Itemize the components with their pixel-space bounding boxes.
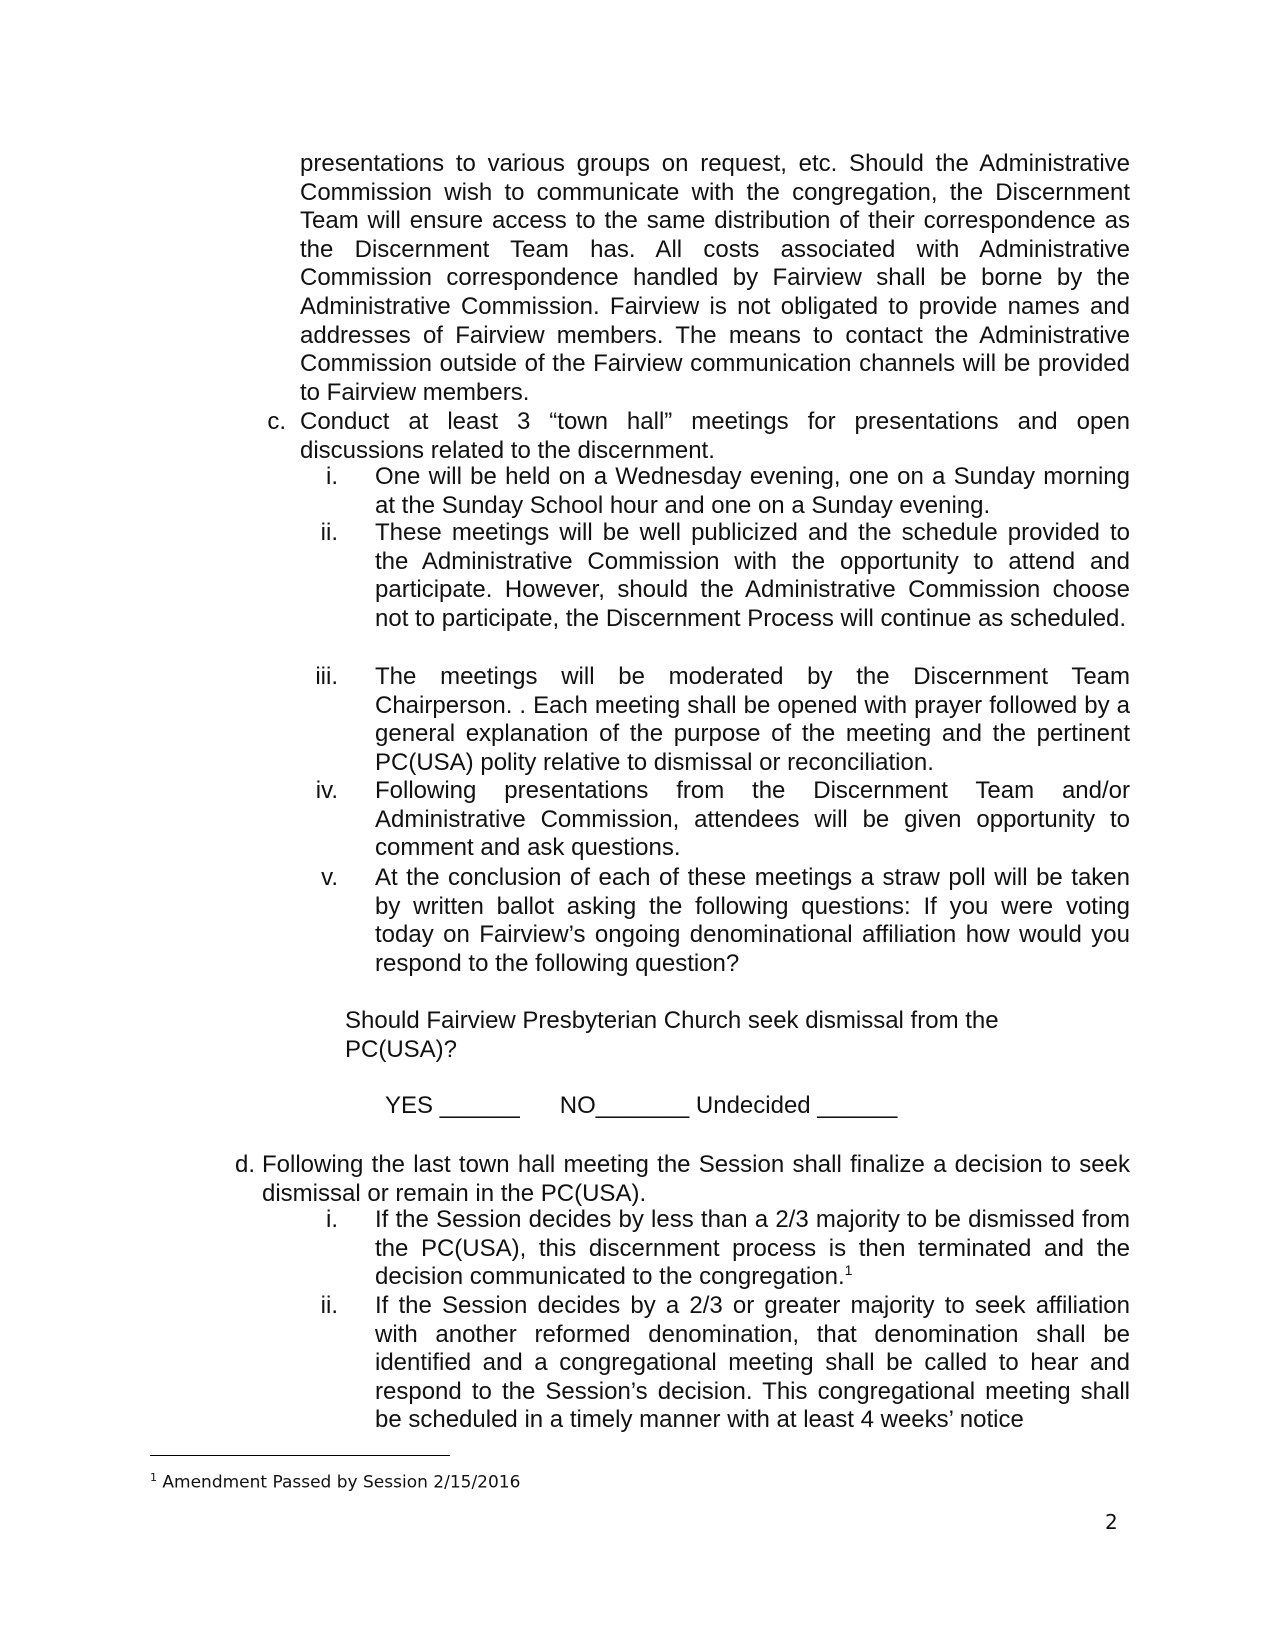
item-c-ii-marker: ii.: [320, 519, 338, 546]
item-d-ii-text: If the Session decides by a 2/3 or greater majority to seek affiliation with another reformed denomination, that denomination shall be identified and a congregational meeting shall be called to hear and respond to the Session’s decision. This congregational meeting shall be scheduled in a timely manner with at least 4 weeks’ notice: [375, 1292, 1130, 1434]
item-c-marker: c.: [267, 408, 286, 435]
item-c-iv-marker: iv.: [315, 777, 338, 804]
item-c-text: Conduct at least 3 “town hall” meetings for presentations and open discussions related to the discernment.: [300, 408, 1130, 464]
item-d-marker: d.: [234, 1151, 255, 1178]
footnote: [150, 1467, 520, 1494]
item-c-i-marker: i.: [326, 463, 338, 490]
item-d-i-marker: i.: [326, 1206, 338, 1233]
footnote-number: 1: [150, 1471, 157, 1484]
item-d-i-body: If the Session decides by less than a 2/3 majority to be dismissed from the PC(USA), this discernment process is then terminated and the decision communicated to the congregation.: [375, 1206, 1130, 1291]
item-c-ii-text: These meetings will be well publicized and the schedule provided to the Administrative Commission with the opportunity to attend and participate. However, should the Administrative Commission choose not to participate, the Discernment Process will continue as scheduled.: [375, 519, 1130, 632]
footnote-reference[interactable]: 1: [844, 1262, 853, 1279]
ballot-question: Should Fairview Presbyterian Church seek dismissal from the PC(USA)?: [345, 1007, 999, 1063]
item-c-v-text: At the conclusion of each of these meetings a straw poll will be taken by written ballot asking the following questions: If you were voting today on Fairview’s ongoing denominational affiliation how would you respond to the following question?: [375, 864, 1130, 977]
item-c-v-marker: v.: [321, 864, 338, 891]
intro-paragraph: presentations to various groups on request, etc. Should the Administrative Commission wish to communicate with the congregation, the Discernment Team will ensure access to the same distribution of their correspondence as the Discernment Team has. All costs associated with Administrative Commission correspondence handled by Fairview shall be borne by the Administrative Commission. Fairview is not obligated to provide names and addresses of Fairview members. The means to contact the Administrative Commission outside of the Fairview communication channels will be provided to Fairview members.: [300, 150, 1130, 406]
footnote-text: Amendment Passed by Session 2/15/2016: [162, 1472, 521, 1493]
item-c-iii-marker: iii.: [315, 663, 338, 690]
page-number: 2: [1105, 1510, 1118, 1534]
footnote-separator: [150, 1455, 450, 1456]
item-c-iv-text: Following presentations from the Discernment Team and/or Administrative Commission, attendees will be given opportunity to comment and ask questions.: [375, 777, 1130, 862]
ballot-choices: YES ______ NO_______ Undecided ______: [385, 1092, 898, 1119]
item-d-i-text: [375, 1206, 1130, 1292]
item-d-ii-marker: ii.: [320, 1292, 338, 1319]
item-c-i-text: One will be held on a Wednesday evening, one on a Sunday morning at the Sunday School hour and one on a Sunday evening.: [375, 463, 1130, 519]
item-d-text: Following the last town hall meeting the Session shall finalize a decision to seek dismissal or remain in the PC(USA).: [262, 1151, 1130, 1207]
item-c-iii-text: The meetings will be moderated by the Discernment Team Chairperson. . Each meeting shall be opened with prayer followed by a general explanation of the purpose of the meeting and the pertinent PC(USA) polity relative to dismissal or reconciliation.: [375, 663, 1130, 776]
